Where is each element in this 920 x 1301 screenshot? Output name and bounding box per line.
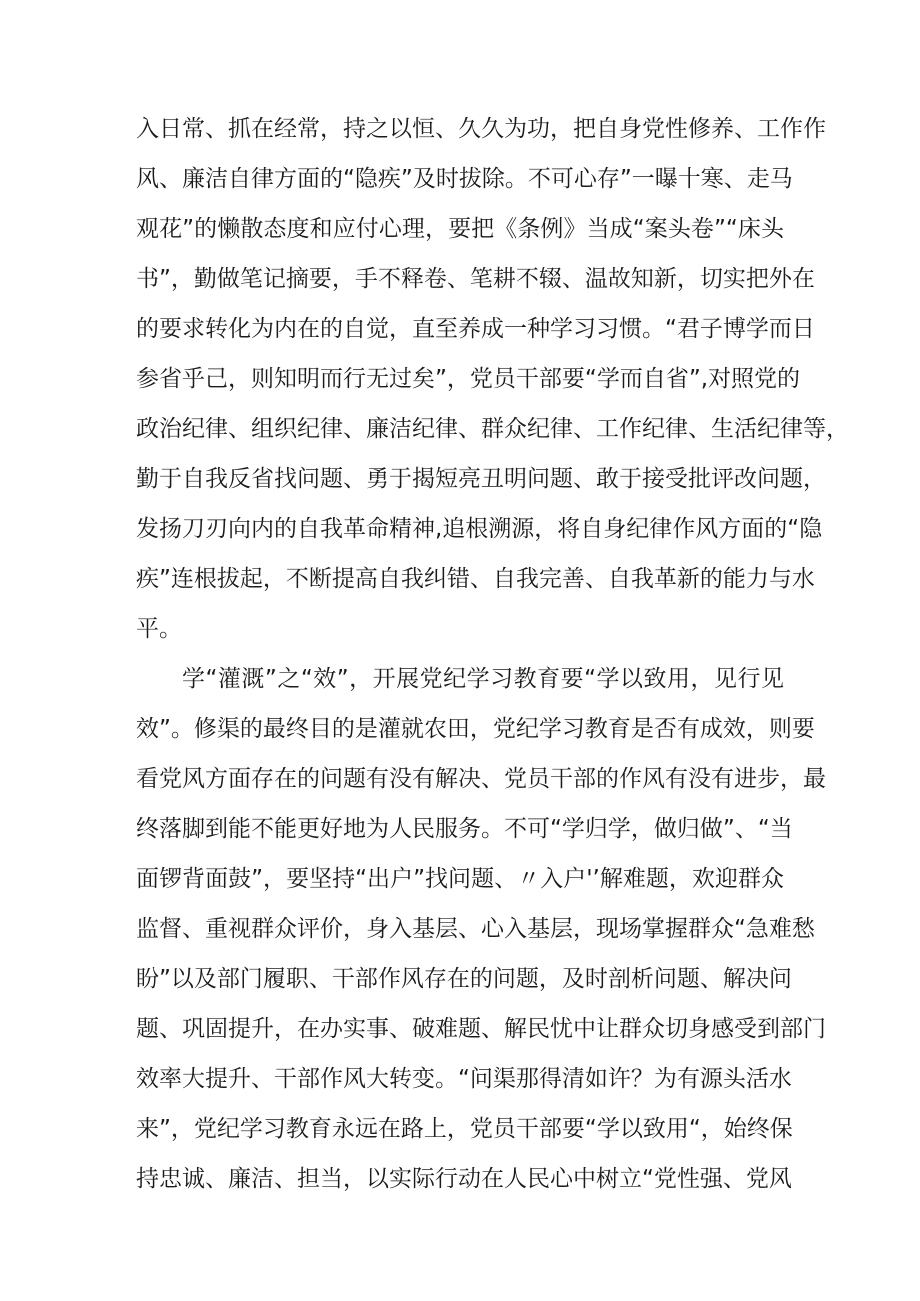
- text-line: 观花”的懒散态度和应付心理，要把《条例》当成“案头卷”“床头: [136, 216, 784, 242]
- text-line: 书”，勤做笔记摘要，手不释卷、笔耕不辍、温故知新，切实把外在: [136, 266, 815, 292]
- text-line: 终落脚到能不能更好地为人民服务。不可“学归学，做归做”、“当: [136, 816, 793, 842]
- text-line: 面锣背面鼓”，要坚持“出户”找问题、〃入户'’解难题，欢迎群众: [136, 866, 784, 892]
- text-line: 持忠诚、廉洁、担当，以实际行动在人民心中树立“党性强、党风: [136, 1166, 792, 1192]
- text-line: 勤于自我反省找问题、勇于揭短亮丑明问题、敢于接受批评改问题，: [136, 466, 826, 492]
- text-line: 学“灌溉”之“效”，开展党纪学习教育要“学以致用，见行见: [182, 666, 784, 692]
- text-line: 监督、重视群众评价，身入基层、心入基层，现场掌握群众“急难愁: [136, 916, 815, 942]
- text-line: 疾”连根拔起，不断提高自我纠错、自我完善、自我革新的能力与水: [136, 566, 815, 592]
- text-line: 来”，党纪学习教育永远在路上，党员干部要“学以致用“，始终保: [136, 1116, 793, 1142]
- text-line: 看党风方面存在的问题有没有解决、党员干部的作风有没有进步，最: [136, 766, 826, 792]
- text-line: 发扬刀刃向内的自我革命精神,追根溯源，将自身纪律作风方面的“隐: [136, 516, 823, 542]
- text-line: 效”。修渠的最终目的是灌就农田，党纪学习教育是否有成效，则要: [136, 716, 815, 742]
- text-line: 盼”以及部门履职、干部作风存在的问题，及时剖析问题、解决问: [136, 966, 792, 992]
- text-line: 入日常、抓在经常，持之以恒、久久为功，把自身党性修养、工作作: [136, 116, 826, 142]
- text-line: 政治纪律、组织纪律、廉洁纪律、群众纪律、工作纪律、生活纪律等，: [136, 416, 849, 442]
- text-line: 参省乎己，则知明而行无过矣”，党员干部要“学而自省”,对照党的: [136, 366, 801, 392]
- text-line: 题、巩固提升，在办实事、破难题、解民忧中让群众切身感受到部门: [136, 1016, 826, 1042]
- text-line: 的要求转化为内在的自觉，直至养成一种学习习惯。“君子博学而日: [136, 316, 815, 342]
- text-line: 平。: [136, 616, 182, 642]
- text-line: 效率大提升、干部作风大转变。“问渠那得清如许？为有源头活水: [136, 1066, 792, 1092]
- text-line: 风、廉洁自律方面的“隐疾”及时拔除。不可心存”一曝十寒、走马: [136, 166, 793, 192]
